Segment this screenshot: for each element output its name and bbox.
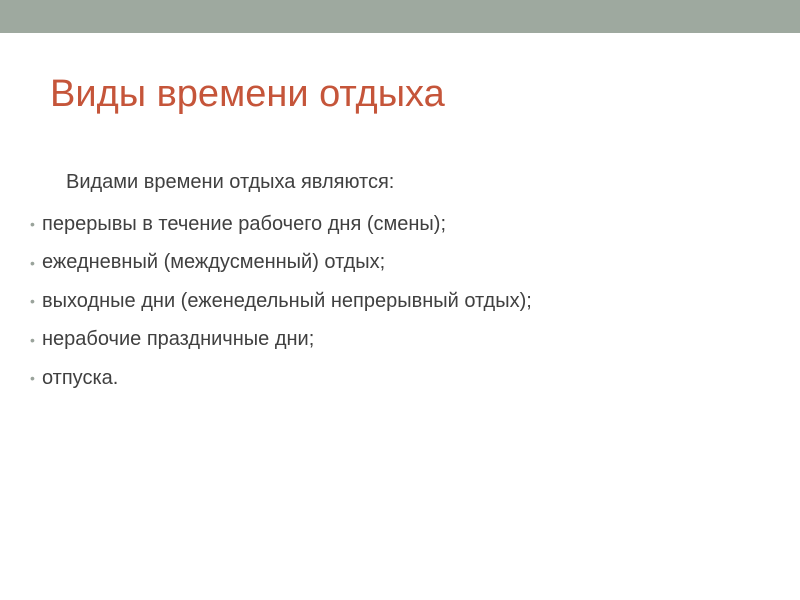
bullet-text: выходные дни (еженедельный непрерывный отдых); [42,289,532,312]
slide-title: Виды времени отдыха [50,73,445,115]
bullet-icon: • [30,254,35,271]
bullet-text: нерабочие праздничные дни; [42,328,315,351]
bullet-text: отпуска. [42,366,119,389]
bullet-item [30,205,770,244]
bullet-item [30,244,770,283]
bullet-icon: • [30,216,35,233]
intro-text: Видами времени отдыха являются: [66,171,395,193]
bullet-text: перерывы в течение рабочего дня (смены); [42,212,447,235]
slide-content [30,165,770,398]
bullet-text: ежедневный (междусменный) отдых; [42,251,386,274]
bullet-icon: • [30,293,35,310]
bullet-icon: • [30,331,35,348]
bullet-item [30,321,770,360]
bullet-item [30,359,770,398]
bullet-list [30,205,770,398]
top-bar [0,0,800,33]
bullet-icon: • [30,370,35,387]
bullet-item [30,282,770,321]
